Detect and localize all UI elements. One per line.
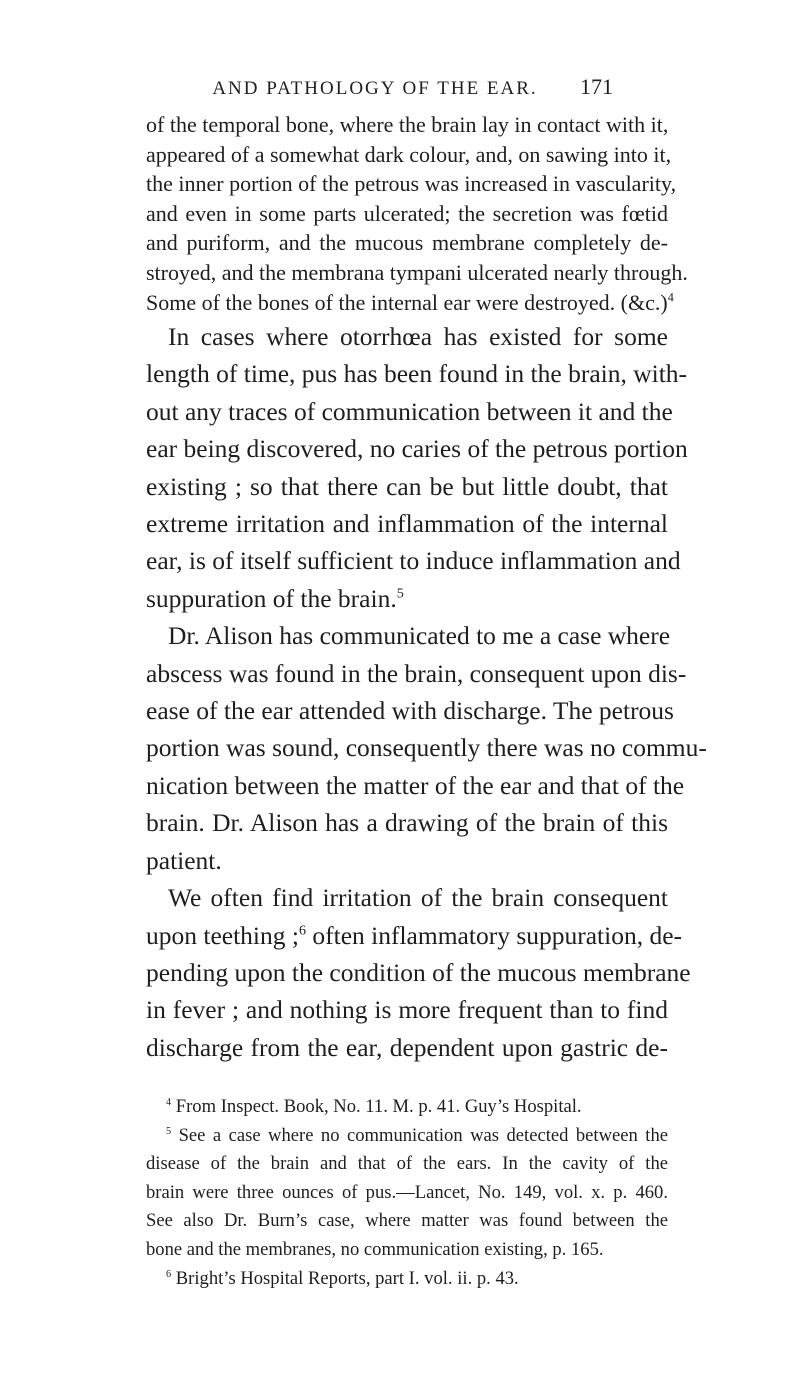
text-line: patient. <box>146 845 222 875</box>
footnote-6: $^6$ Bright’s Hospital Reports, part I. vol. ii. p. 43. <box>166 1267 519 1289</box>
text-line: Some of the bones of the internal ear were destroyed. (&c.)$^4$ <box>146 289 674 315</box>
footnote-ref: 5 <box>396 586 404 602</box>
footnote-mark: 4 <box>166 1096 172 1108</box>
text-line: In cases where otorrhœa has existed for some <box>168 322 668 351</box>
footnotes <box>146 1093 668 1293</box>
page-number: 171 <box>580 74 613 99</box>
text-line: ear being discovered, no caries of the petrous portion <box>146 434 688 464</box>
text-line: upon teething ;$^6$ often inflammatory suppuration, de- <box>146 920 683 950</box>
footnote-mark: 6 <box>166 1268 172 1280</box>
footnote-ref: 4 <box>667 290 674 305</box>
text-line: suppuration of the brain.$^5$ <box>146 583 404 613</box>
text-line: nication between the matter of the ear and that of the <box>146 770 685 800</box>
main-text <box>146 318 707 1066</box>
text-line: length of time, pus has been found in the brain, with- <box>146 359 688 389</box>
text-line: brain were three ounces of pus.—Lancet, No. 149, vol. x. p. 460. <box>146 1181 668 1203</box>
text-line: and even in some parts ulcerated; the secretion was fœtid <box>146 200 668 226</box>
text-line: the inner portion of the petrous was increased in vascularity, <box>146 171 677 197</box>
text-line: of the temporal bone, where the brain lay in contact with it, <box>146 112 669 137</box>
text-line: and puriform, and the mucous membrane completely de- <box>146 230 668 256</box>
text-line: existing ; so that there can be but little doubt, that <box>146 471 668 501</box>
text-line: abscess was found in the brain, consequent upon dis- <box>146 658 687 688</box>
text-line: out any traces of communication between it and the <box>146 396 673 426</box>
text-line: portion was sound, consequently there was no commu- <box>146 733 707 763</box>
running-title: AND PATHOLOGY OF THE EAR. <box>212 78 538 99</box>
text-line: pending upon the condition of the mucous membrane <box>146 957 691 987</box>
text-line: stroyed, and the membrana tympani ulcerated nearly through. <box>146 259 688 285</box>
text-line: in fever ; and nothing is more frequent than to find <box>146 995 668 1025</box>
text-line: disease of the brain and that of the ears. In the cavity of the <box>146 1153 668 1175</box>
text-line: discharge from the ear, dependent upon gastric de- <box>146 1032 668 1062</box>
footnote-5: $^5$ See a case where no communication was detected between the <box>166 1124 668 1146</box>
footnote-4: $^4$ From Inspect. Book, No. 11. M. p. 41. Guy’s Hospital. <box>166 1096 582 1117</box>
text-line: Dr. Alison has communicated to me a case where <box>168 621 671 651</box>
footnote-ref: 6 <box>298 923 306 938</box>
text-line: bone and the membranes, no communication existing, p. 165. <box>146 1238 604 1260</box>
text-line: appeared of a somewhat dark colour, and, on sawing into it, <box>146 141 672 167</box>
text-line: See also Dr. Burn’s case, where matter was found between the <box>146 1210 668 1232</box>
text-line: We often find irritation of the brain consequent <box>168 883 668 913</box>
text-line: ease of the ear attended with discharge. The petrous <box>146 696 674 726</box>
text-line: extreme irritation and inflammation of the internal <box>146 509 668 539</box>
text-line: ear, is of itself sufficient to induce inflammation and <box>146 546 681 576</box>
continuation-paragraph <box>146 110 688 317</box>
text-line: brain. Dr. Alison has a drawing of the brain of this <box>146 808 668 838</box>
footnote-mark: 5 <box>166 1125 172 1137</box>
